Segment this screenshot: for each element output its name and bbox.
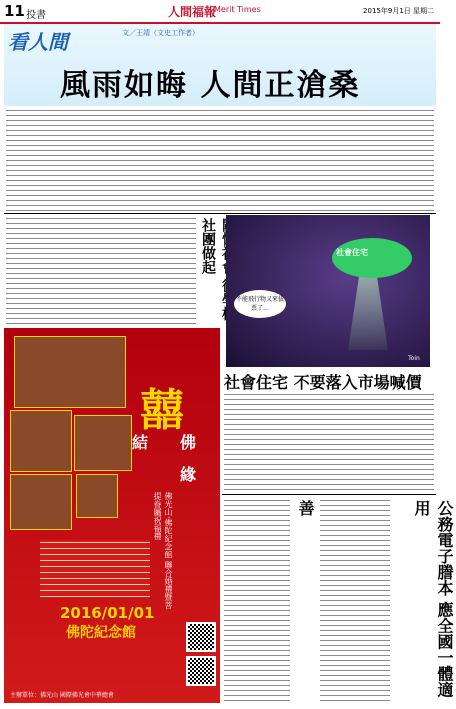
article-body-text bbox=[224, 498, 290, 703]
column-body-text bbox=[6, 108, 434, 212]
newspaper-brand: 人間福報 bbox=[168, 5, 217, 19]
comic-artist: Toin bbox=[408, 355, 420, 362]
page-number: 11 bbox=[4, 2, 25, 20]
ad-photo bbox=[74, 415, 132, 471]
ad-fo: 佛 bbox=[180, 433, 197, 452]
ad-photo bbox=[14, 336, 126, 408]
article-body-text bbox=[224, 392, 434, 492]
ad-xi-character: 囍 bbox=[140, 385, 184, 436]
newspaper-brand-en: Merit Times bbox=[214, 5, 261, 14]
ad-sponsor: 主辦單位：佛光山 國際佛光會中華總會 bbox=[10, 692, 114, 699]
article-body-text bbox=[320, 498, 390, 703]
article-title: 善 bbox=[296, 500, 315, 516]
article-divider bbox=[222, 494, 436, 495]
ad-photo bbox=[76, 474, 118, 518]
column-headline: 風雨如晦 人間正滄桑 bbox=[60, 68, 361, 103]
column-logo: 看人間 bbox=[8, 30, 68, 54]
ad-photo bbox=[10, 474, 72, 530]
comic-speech-bubble: 不能飛行物又來拔票了… bbox=[234, 290, 286, 318]
ad-subtitle: 佛光山·佛陀紀念館 聯合婚禮暨菩提眷屬祝福禮 bbox=[153, 492, 173, 610]
article-title: 公務電子謄本 應全國一體適用 bbox=[412, 500, 454, 698]
qr-code[interactable] bbox=[186, 622, 216, 652]
ad-event-date: 2016/01/01 bbox=[60, 604, 155, 622]
section-name: 投書 bbox=[26, 10, 46, 21]
article-body-text bbox=[6, 216, 196, 326]
issue-date: 2015年9月1日 星期二 bbox=[363, 7, 434, 15]
column-divider bbox=[4, 213, 436, 214]
column-author: 文／王靖（文史工作者） bbox=[122, 29, 199, 37]
article-title: 社團做起 bbox=[200, 218, 216, 274]
ad-event-place: 佛陀紀念館 bbox=[66, 625, 136, 641]
comic-sign-text: 社會住宅 bbox=[336, 248, 368, 257]
ad-yuan: 緣 bbox=[180, 465, 197, 484]
ad-info-text bbox=[40, 540, 150, 598]
ufo-illustration bbox=[332, 238, 412, 278]
ad-jie: 結 bbox=[132, 433, 149, 452]
qr-code[interactable] bbox=[186, 656, 216, 686]
ad-photo bbox=[10, 410, 72, 472]
article-title: 社會住宅 不要落入市場喊價 bbox=[224, 373, 422, 392]
